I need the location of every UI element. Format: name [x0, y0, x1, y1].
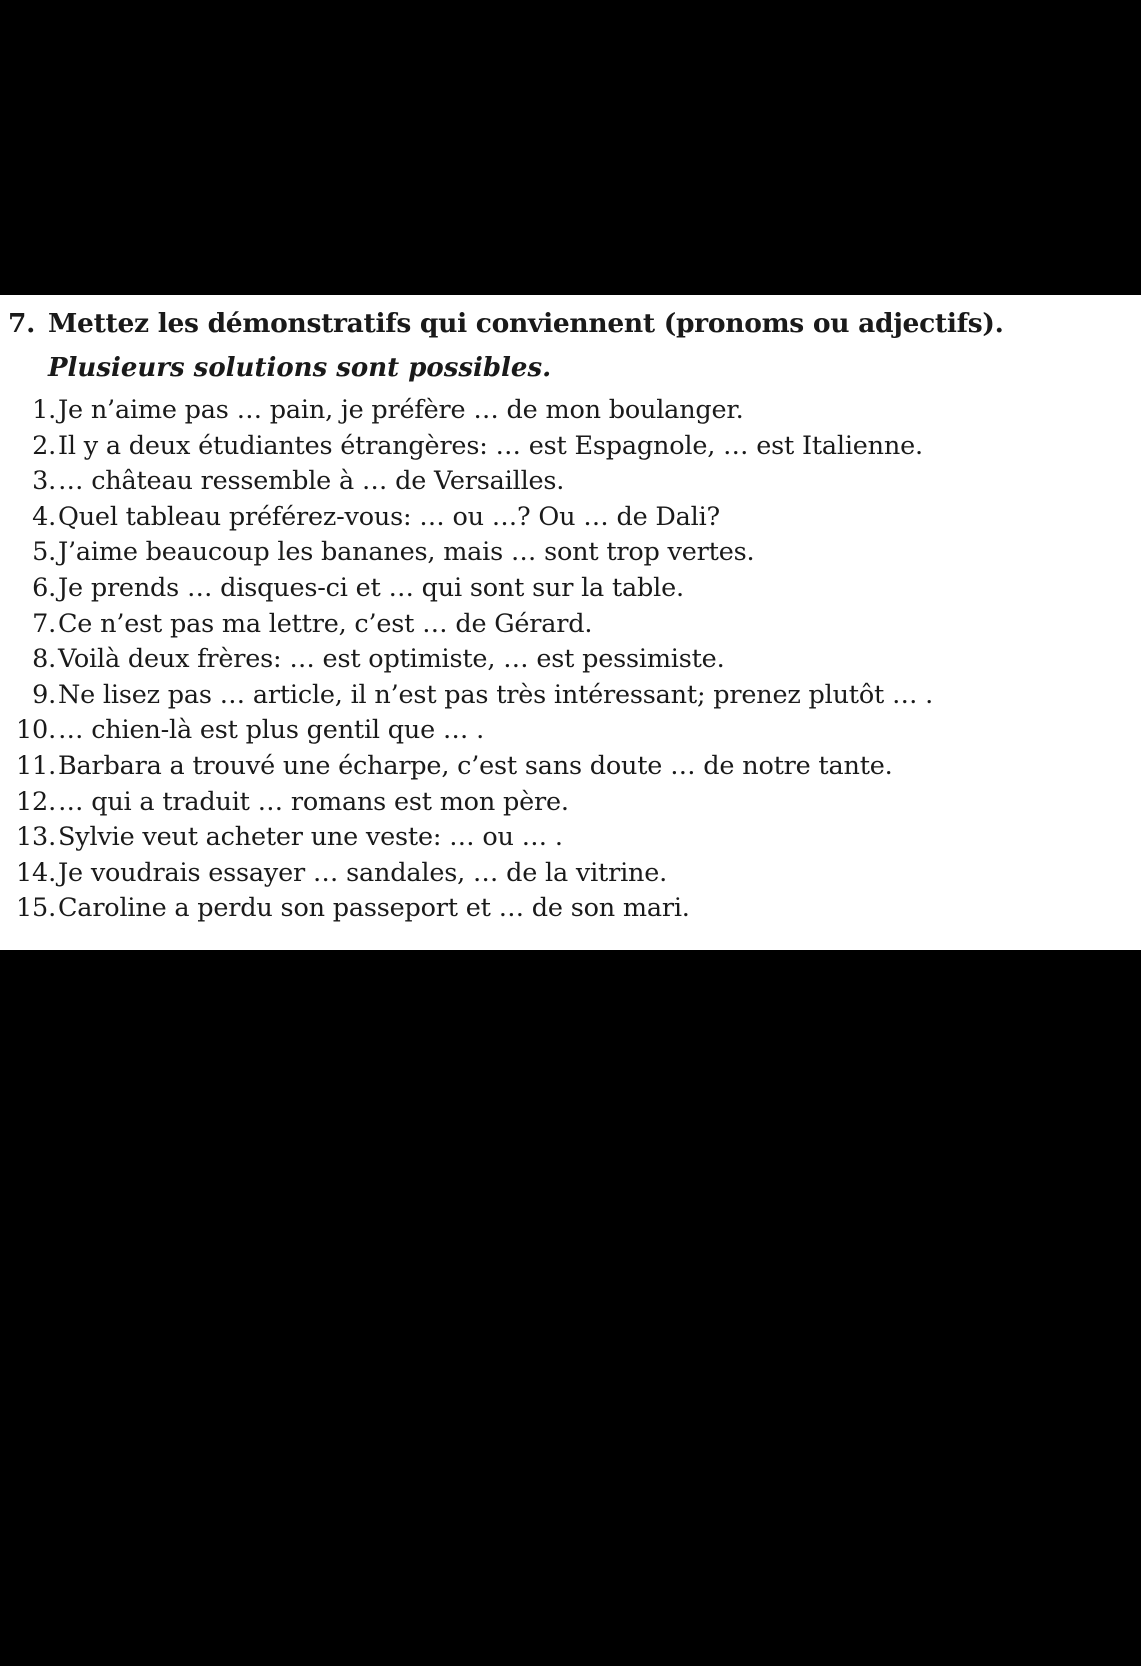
item-text: Sylvie veut acheter une veste: … ou … . — [58, 822, 563, 853]
exercise-item — [0, 607, 1141, 643]
exercise-item — [0, 464, 1141, 500]
item-text: Caroline a perdu son passeport et … de son mari. — [58, 893, 690, 924]
exercise-heading — [8, 305, 1133, 343]
item-text: Je prends … disques-ci et … qui sont sur la table. — [58, 572, 684, 603]
item-number: 2. — [32, 430, 56, 461]
item-text: J’aime beaucoup les bananes, mais … sont trop vertes. — [58, 537, 755, 568]
exercise-number: 7. — [8, 308, 36, 339]
item-number: 13. — [16, 822, 56, 853]
item-text: Je n’aime pas … pain, je préfère … de mon boulanger. — [58, 395, 744, 425]
exercise-sheet — [0, 295, 1141, 950]
exercise-subtitle: Plusieurs solutions sont possibles. — [48, 353, 552, 383]
item-number: 7. — [32, 608, 56, 639]
item-number: 5. — [32, 537, 56, 568]
item-text: … qui a traduit … romans est mon père. — [58, 786, 569, 817]
exercise-item — [0, 393, 1141, 429]
item-number: 6. — [32, 572, 56, 603]
item-number: 10. — [16, 715, 56, 746]
item-number: 1. — [32, 395, 56, 425]
exercise-item — [0, 891, 1141, 927]
item-number: 12. — [16, 786, 56, 817]
exercise-item — [0, 535, 1141, 571]
item-text: Il y a deux étudiantes étrangères: … est Espagnole, … est Italienne. — [58, 430, 923, 461]
item-text: Barbara a trouvé une écharpe, c’est sans doute … de notre tante. — [58, 750, 893, 781]
exercise-item — [0, 749, 1141, 785]
exercise-items — [0, 393, 1141, 927]
exercise-item — [0, 500, 1141, 536]
item-text: … château ressemble à … de Versailles. — [58, 466, 565, 497]
exercise-title: Mettez les démonstratifs qui conviennent (pronoms ou adjectifs). — [48, 308, 1004, 339]
exercise-item — [0, 820, 1141, 856]
item-number: 4. — [32, 501, 56, 532]
exercise-item — [0, 713, 1141, 749]
item-number: 8. — [32, 644, 56, 675]
exercise-item — [0, 678, 1141, 714]
exercise-item — [0, 642, 1141, 678]
item-text: Quel tableau préférez-vous: … ou …? Ou … de Dali? — [58, 501, 721, 532]
item-number: 9. — [32, 679, 56, 710]
item-text: Ce n’est pas ma lettre, c’est … de Gérard. — [58, 608, 593, 639]
item-number: 11. — [16, 750, 56, 781]
item-text: Je voudrais essayer … sandales, … de la vitrine. — [58, 857, 668, 888]
item-number: 3. — [32, 466, 56, 497]
exercise-item — [0, 429, 1141, 465]
exercise-item — [0, 571, 1141, 607]
exercise-item — [0, 785, 1141, 821]
item-number: 15. — [16, 893, 56, 924]
exercise-item — [0, 856, 1141, 892]
item-text: Ne lisez pas … article, il n’est pas très intéressant; prenez plutôt … . — [58, 679, 934, 710]
item-text: … chien-là est plus gentil que … . — [58, 715, 485, 746]
item-number: 14. — [16, 857, 56, 888]
item-text: Voilà deux frères: … est optimiste, … est pessimiste. — [58, 644, 725, 675]
